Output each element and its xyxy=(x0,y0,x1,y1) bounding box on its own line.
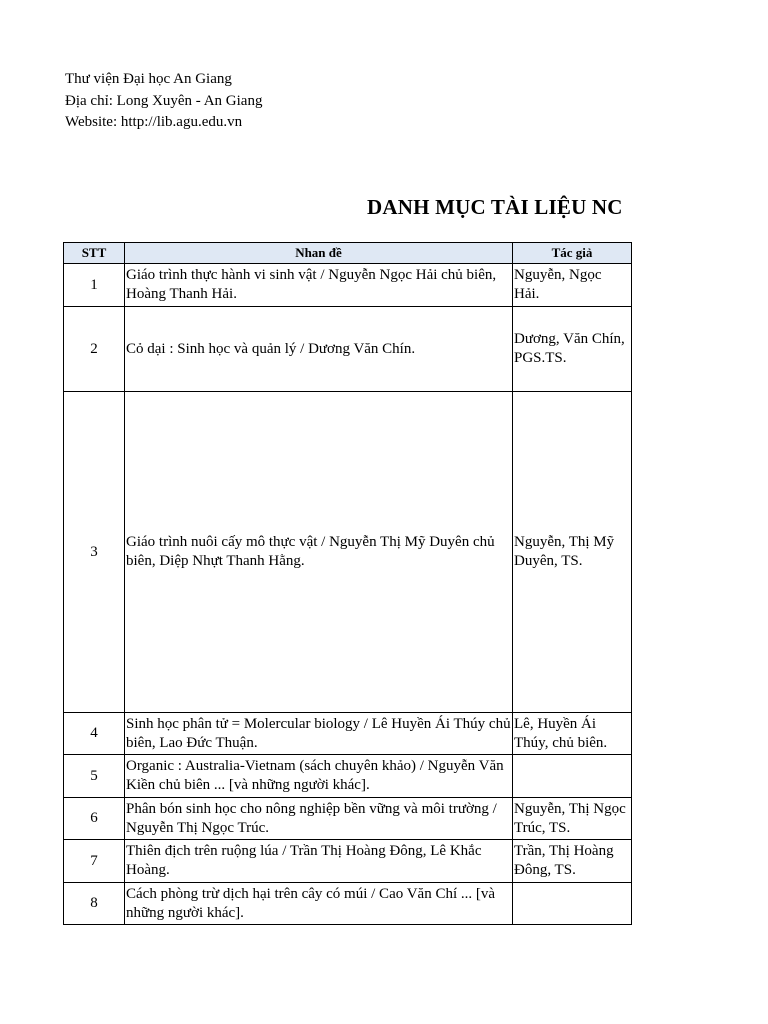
table-row xyxy=(64,307,632,392)
row-stt: 5 xyxy=(64,755,125,798)
table-header xyxy=(64,243,632,264)
table-row xyxy=(64,264,632,307)
column-header-title: Nhan đề xyxy=(125,243,513,264)
table-row xyxy=(64,840,632,883)
row-author: Trần, Thị Hoàng Đông, TS. xyxy=(513,840,632,883)
row-title: Phân bón sinh học cho nông nghiệp bền vững và môi trường / Nguyễn Thị Ngọc Trúc. xyxy=(125,798,513,840)
column-header-author: Tác giả xyxy=(513,243,632,264)
row-author: Nguyễn, Thị Mỹ Duyên, TS. xyxy=(513,392,632,713)
row-title: Giáo trình thực hành vi sinh vật / Nguyễn Ngọc Hải chủ biên, Hoàng Thanh Hải. xyxy=(125,264,513,307)
table-row xyxy=(64,883,632,925)
library-address: Địa chỉ: Long Xuyên - An Giang xyxy=(65,92,263,109)
row-stt: 8 xyxy=(64,883,125,925)
row-stt: 2 xyxy=(64,307,125,392)
row-title: Organic : Australia-Vietnam (sách chuyên khảo) / Nguyễn Văn Kiền chủ biên ... [và những người khác]. xyxy=(125,755,513,798)
row-author: Dương, Văn Chín, PGS.TS. xyxy=(513,307,632,392)
document-title-container xyxy=(367,195,630,220)
row-author xyxy=(513,755,632,798)
row-title: Cỏ dại : Sinh học và quản lý / Dương Văn Chín. xyxy=(125,307,513,392)
column-header-stt: STT xyxy=(64,243,125,264)
table-row xyxy=(64,755,632,798)
row-title: Sinh học phân tử = Molercular biology / Lê Huyền Ái Thúy chủ biên, Lao Đức Thuận. xyxy=(125,713,513,755)
row-stt: 1 xyxy=(64,264,125,307)
row-author: Nguyễn, Thị Ngọc Trúc, TS. xyxy=(513,798,632,840)
row-title: Cách phòng trừ dịch hại trên cây có múi / Cao Văn Chí ... [và những người khác]. xyxy=(125,883,513,925)
row-author: Nguyễn, Ngọc Hải. xyxy=(513,264,632,307)
row-stt: 6 xyxy=(64,798,125,840)
row-title: Thiên địch trên ruộng lúa / Trần Thị Hoàng Đông, Lê Khắc Hoàng. xyxy=(125,840,513,883)
table-row xyxy=(64,713,632,755)
row-stt: 3 xyxy=(64,392,125,713)
catalog-table xyxy=(63,242,632,925)
row-author xyxy=(513,883,632,925)
library-website: Website: http://lib.agu.edu.vn xyxy=(65,114,243,130)
row-stt: 7 xyxy=(64,840,125,883)
table-row xyxy=(64,392,632,713)
table-row xyxy=(64,798,632,840)
library-name: Thư viện Đại học An Giang xyxy=(65,71,232,87)
row-stt: 4 xyxy=(64,713,125,755)
document-title: DANH MỤC TÀI LIỆU NC xyxy=(367,195,623,219)
header-row xyxy=(64,243,632,264)
row-title: Giáo trình nuôi cấy mô thực vật / Nguyễn Thị Mỹ Duyên chủ biên, Diệp Nhựt Thanh Hằng. xyxy=(125,392,513,713)
row-author: Lê, Huyền Ái Thúy, chủ biên. xyxy=(513,713,632,755)
library-info xyxy=(65,69,262,134)
table-body xyxy=(64,264,632,925)
